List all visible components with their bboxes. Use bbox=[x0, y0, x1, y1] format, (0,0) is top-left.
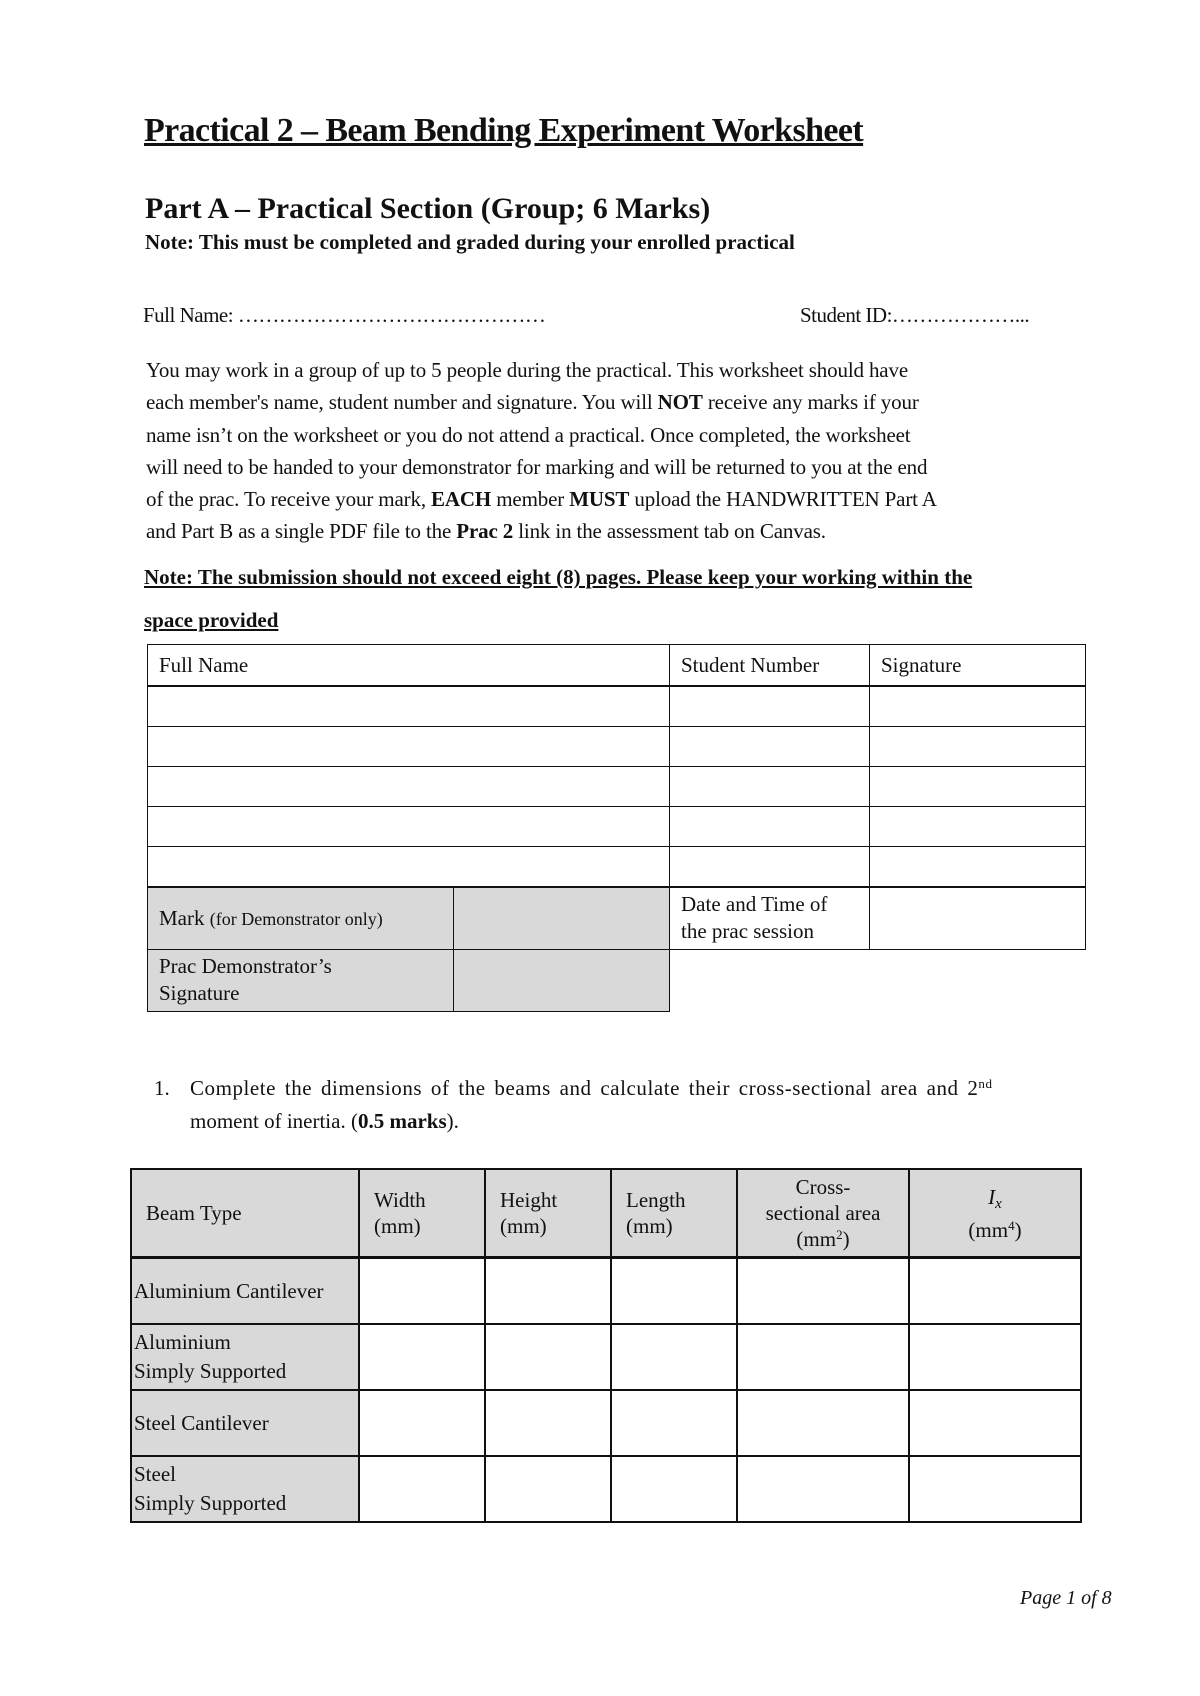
intro-line: name isn’t on the worksheet or you do not attend a practical. Once completed, the worksheet bbox=[146, 422, 911, 447]
empty-cell bbox=[670, 949, 1086, 1011]
inertia-cell[interactable] bbox=[909, 1258, 1081, 1325]
submission-note-line: space provided bbox=[144, 608, 279, 632]
date-time-label: the prac session bbox=[681, 919, 814, 944]
intro-paragraph bbox=[146, 354, 1066, 548]
member-number-cell[interactable] bbox=[670, 767, 870, 807]
height-cell[interactable] bbox=[485, 1258, 611, 1325]
length-cell[interactable] bbox=[611, 1456, 737, 1522]
date-time-label-cell bbox=[670, 887, 870, 949]
intro-line bbox=[146, 386, 1066, 418]
full-name-label: Full Name: bbox=[143, 303, 234, 327]
member-name-cell[interactable] bbox=[148, 727, 670, 767]
beam-type-label bbox=[131, 1324, 359, 1390]
header-unit: (mm bbox=[968, 1217, 1009, 1242]
member-signature-cell[interactable] bbox=[870, 727, 1086, 767]
intro-line: You may work in a group of up to 5 people during the practical. This worksheet should have bbox=[146, 358, 909, 382]
width-cell[interactable] bbox=[359, 1258, 485, 1325]
width-cell[interactable] bbox=[359, 1324, 485, 1390]
header-text: Height bbox=[500, 1188, 558, 1212]
inertia-cell[interactable] bbox=[909, 1456, 1081, 1522]
height-cell[interactable] bbox=[485, 1456, 611, 1522]
mark-label: Mark bbox=[159, 905, 205, 930]
student-id-dots: ………………... bbox=[891, 303, 1030, 327]
intro-line: will need to be handed to your demonstrator for marking and will be returned to you at the end bbox=[146, 454, 928, 479]
inertia-cell[interactable] bbox=[909, 1390, 1081, 1456]
intro-text: receive any marks if your bbox=[702, 390, 919, 415]
question-superscript: nd bbox=[978, 1076, 993, 1091]
submission-note-line: Note: The submission should not exceed eight (8) pages. Please keep your working within the bbox=[144, 565, 973, 589]
length-cell[interactable] bbox=[611, 1258, 737, 1325]
question-text-part: moment of inertia. ( bbox=[190, 1109, 358, 1133]
beam-dimensions-table bbox=[130, 1168, 1082, 1523]
intro-line bbox=[146, 483, 1066, 515]
header-unit: (mm) bbox=[500, 1214, 547, 1238]
intro-text: upload the HANDWRITTEN Part A bbox=[629, 487, 937, 512]
intro-line bbox=[146, 515, 1066, 547]
intro-text: of the prac. To receive your mark, bbox=[146, 487, 432, 512]
part-a-note: Note: This must be completed and graded during your enrolled practical bbox=[145, 230, 795, 254]
intro-text: link in the assessment tab on Canvas. bbox=[513, 519, 826, 544]
beam-label-line: Steel bbox=[134, 1462, 176, 1486]
area-cell[interactable] bbox=[737, 1324, 909, 1390]
student-id-field bbox=[800, 303, 1029, 328]
beam-label-line: Simply Supported bbox=[134, 1491, 287, 1515]
intro-bold: EACH bbox=[431, 487, 492, 512]
inertia-cell[interactable] bbox=[909, 1324, 1081, 1390]
beam-label-line: Aluminium bbox=[134, 1330, 231, 1354]
member-number-cell[interactable] bbox=[670, 847, 870, 888]
submission-note bbox=[144, 556, 1124, 642]
height-cell[interactable] bbox=[485, 1390, 611, 1456]
beam-label-line: Aluminium Cantilever bbox=[134, 1278, 324, 1303]
header-text: Width bbox=[374, 1188, 426, 1212]
question-line bbox=[190, 1105, 1080, 1138]
beam-label-line: Steel Cantilever bbox=[134, 1410, 269, 1435]
mark-value-cell[interactable] bbox=[454, 887, 670, 949]
area-cell[interactable] bbox=[737, 1258, 909, 1325]
intro-bold: NOT bbox=[657, 390, 703, 415]
header-superscript: 2 bbox=[836, 1227, 843, 1242]
student-id-label: Student ID: bbox=[800, 303, 892, 327]
question-text-part: ). bbox=[446, 1109, 459, 1133]
intro-text: each member's name, student number and signature. You will bbox=[146, 390, 658, 415]
date-time-value-cell[interactable] bbox=[870, 887, 1086, 949]
intro-text: and Part B as a single PDF file to the bbox=[146, 519, 457, 544]
header-second-moment bbox=[909, 1169, 1081, 1258]
width-cell[interactable] bbox=[359, 1390, 485, 1456]
member-name-cell[interactable] bbox=[148, 847, 670, 888]
header-beam-type: Beam Type bbox=[131, 1169, 359, 1258]
area-cell[interactable] bbox=[737, 1456, 909, 1522]
header-text: sectional area bbox=[765, 1201, 881, 1225]
header-superscript: 4 bbox=[1008, 1217, 1015, 1233]
member-number-cell[interactable] bbox=[670, 807, 870, 847]
member-signature-cell[interactable] bbox=[870, 807, 1086, 847]
length-cell[interactable] bbox=[611, 1324, 737, 1390]
member-name-cell[interactable] bbox=[148, 767, 670, 807]
document-title: Practical 2 – Beam Bending Experiment Worksheet bbox=[144, 112, 864, 149]
header-length bbox=[611, 1169, 737, 1258]
question-number: 1. bbox=[154, 1076, 170, 1100]
header-unit: ) bbox=[842, 1227, 850, 1251]
question-marks: 0.5 marks bbox=[357, 1109, 447, 1133]
header-cross-sectional-area bbox=[737, 1169, 909, 1258]
full-name-dots: ……………………………………… bbox=[237, 303, 546, 327]
intro-bold: MUST bbox=[569, 487, 630, 512]
length-cell[interactable] bbox=[611, 1390, 737, 1456]
area-cell[interactable] bbox=[737, 1390, 909, 1456]
question-text-part: Complete the dimensions of the beams and calculate their cross-sectional area and 2 bbox=[190, 1076, 979, 1100]
page-number: Page 1 of 8 bbox=[1020, 1587, 1112, 1609]
header-height bbox=[485, 1169, 611, 1258]
width-cell[interactable] bbox=[359, 1456, 485, 1522]
full-name-field bbox=[143, 303, 545, 328]
header-signature: Signature bbox=[870, 645, 1086, 687]
member-name-cell[interactable] bbox=[148, 807, 670, 847]
member-name-cell[interactable] bbox=[148, 686, 670, 727]
demonstrator-signature-label: Signature bbox=[159, 981, 240, 1005]
header-unit: (mm bbox=[796, 1227, 837, 1251]
beam-label-line: Simply Supported bbox=[134, 1359, 287, 1383]
question-line bbox=[190, 1072, 1080, 1105]
group-members-table bbox=[147, 644, 1086, 1012]
mark-sublabel: (for Demonstrator only) bbox=[209, 908, 383, 929]
header-symbol: I bbox=[988, 1184, 996, 1209]
part-a-heading: Part A – Practical Section (Group; 6 Marks) bbox=[145, 192, 711, 225]
demonstrator-signature-cell[interactable] bbox=[454, 949, 670, 1011]
header-unit: ) bbox=[1014, 1217, 1022, 1242]
member-signature-cell[interactable] bbox=[870, 767, 1086, 807]
demonstrator-signature-label-cell bbox=[148, 949, 454, 1011]
date-time-label: Date and Time of bbox=[681, 892, 828, 917]
member-number-cell[interactable] bbox=[670, 727, 870, 767]
mark-label-cell bbox=[148, 887, 454, 949]
header-text: Cross- bbox=[795, 1175, 851, 1199]
member-signature-cell[interactable] bbox=[870, 686, 1086, 727]
demonstrator-signature-label: Prac Demonstrator’s bbox=[159, 954, 332, 978]
header-unit: (mm) bbox=[374, 1214, 421, 1238]
beam-type-label bbox=[131, 1390, 359, 1456]
header-text: Length bbox=[626, 1188, 686, 1212]
beam-type-label bbox=[131, 1258, 359, 1325]
header-subscript: x bbox=[995, 1195, 1002, 1212]
member-number-cell[interactable] bbox=[670, 686, 870, 727]
question-text bbox=[190, 1072, 1080, 1138]
intro-text: member bbox=[491, 487, 570, 512]
beam-type-label bbox=[131, 1456, 359, 1522]
header-unit: (mm) bbox=[626, 1214, 673, 1238]
member-signature-cell[interactable] bbox=[870, 847, 1086, 888]
height-cell[interactable] bbox=[485, 1324, 611, 1390]
header-full-name: Full Name bbox=[148, 645, 670, 687]
header-width bbox=[359, 1169, 485, 1258]
intro-bold: Prac 2 bbox=[456, 519, 514, 544]
header-student-number: Student Number bbox=[670, 645, 870, 687]
